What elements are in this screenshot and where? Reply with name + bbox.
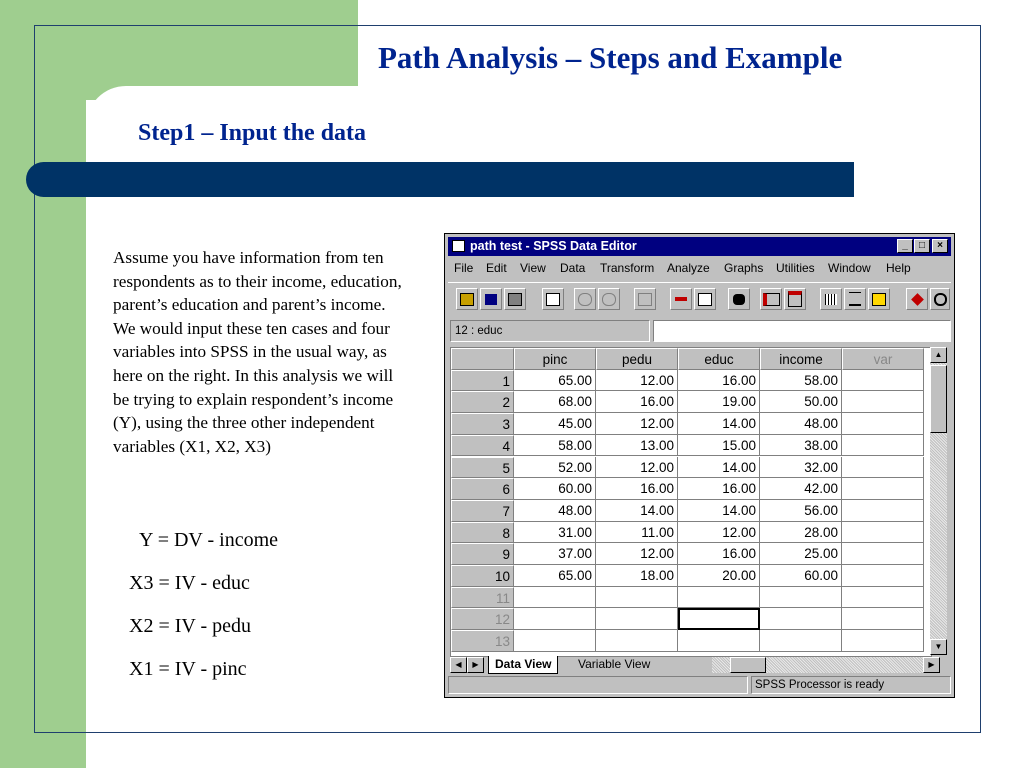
equation-x2: X2 = IV - pedu bbox=[129, 615, 252, 637]
data-cell[interactable] bbox=[678, 587, 760, 609]
table-row bbox=[451, 587, 924, 609]
data-cell[interactable] bbox=[514, 608, 596, 630]
toolbar bbox=[448, 282, 951, 313]
menu-utilities[interactable]: Utilities bbox=[776, 261, 815, 275]
save-icon[interactable] bbox=[480, 288, 502, 310]
value-labels-icon[interactable] bbox=[906, 288, 928, 310]
data-cell[interactable]: 12.00 bbox=[596, 457, 678, 479]
data-cell[interactable]: 65.00 bbox=[514, 370, 596, 392]
header-corner[interactable] bbox=[451, 348, 514, 370]
minimize-button[interactable]: _ bbox=[897, 239, 913, 253]
table-row bbox=[451, 608, 924, 630]
status-bar bbox=[448, 676, 951, 695]
goto-case-icon[interactable] bbox=[670, 288, 692, 310]
data-cell[interactable] bbox=[842, 370, 924, 392]
data-cell[interactable]: 12.00 bbox=[596, 370, 678, 392]
data-cell[interactable]: 14.00 bbox=[678, 457, 760, 479]
column-header-income[interactable]: income bbox=[760, 348, 842, 370]
menu-bar bbox=[448, 258, 951, 278]
table-row bbox=[451, 500, 924, 522]
data-cell[interactable]: 58.00 bbox=[514, 435, 596, 457]
table-row bbox=[451, 391, 924, 413]
equation-y: Y = DV - income bbox=[139, 529, 279, 551]
data-cell[interactable]: 37.00 bbox=[514, 543, 596, 565]
data-cell[interactable]: 19.00 bbox=[678, 391, 760, 413]
variables-icon[interactable] bbox=[694, 288, 716, 310]
data-cell[interactable]: 52.00 bbox=[514, 457, 596, 479]
app-icon bbox=[452, 240, 465, 252]
row-number[interactable]: 11 bbox=[451, 587, 514, 609]
data-cell[interactable]: 58.00 bbox=[760, 370, 842, 392]
data-cell[interactable]: 42.00 bbox=[760, 478, 842, 500]
data-cell[interactable]: 20.00 bbox=[678, 565, 760, 587]
status-processor: SPSS Processor is ready bbox=[751, 676, 951, 694]
data-cell[interactable] bbox=[596, 608, 678, 630]
header-row bbox=[451, 348, 924, 370]
data-cell[interactable] bbox=[760, 630, 842, 652]
data-cell[interactable]: 60.00 bbox=[514, 478, 596, 500]
scroll-down-arrow-icon[interactable]: ▼ bbox=[930, 639, 947, 655]
column-header-pinc[interactable]: pinc bbox=[514, 348, 596, 370]
data-cell[interactable]: 16.00 bbox=[678, 478, 760, 500]
data-cell[interactable]: 16.00 bbox=[596, 478, 678, 500]
data-cell[interactable]: 12.00 bbox=[596, 413, 678, 435]
menu-graphs[interactable]: Graphs bbox=[724, 261, 764, 275]
data-cell[interactable]: 16.00 bbox=[678, 543, 760, 565]
column-header-pedu[interactable]: pedu bbox=[596, 348, 678, 370]
vertical-scrollbar[interactable] bbox=[930, 347, 947, 655]
tab-data-view[interactable]: Data View bbox=[488, 656, 558, 674]
data-cell[interactable] bbox=[842, 500, 924, 522]
data-cell[interactable] bbox=[842, 457, 924, 479]
cell-reference-box[interactable]: 12 : educ bbox=[450, 320, 650, 342]
row-number[interactable]: 8 bbox=[451, 522, 514, 544]
data-cell[interactable]: 32.00 bbox=[760, 457, 842, 479]
data-cell[interactable]: 68.00 bbox=[514, 391, 596, 413]
data-cell[interactable]: 16.00 bbox=[596, 391, 678, 413]
data-cell[interactable] bbox=[760, 587, 842, 609]
table-row bbox=[451, 370, 924, 392]
data-cell[interactable] bbox=[842, 587, 924, 609]
data-cell[interactable]: 15.00 bbox=[678, 435, 760, 457]
row-number[interactable]: 9 bbox=[451, 543, 514, 565]
data-cell[interactable]: 60.00 bbox=[760, 565, 842, 587]
data-cell[interactable] bbox=[842, 478, 924, 500]
data-cell[interactable]: 14.00 bbox=[596, 500, 678, 522]
row-number[interactable]: 7 bbox=[451, 500, 514, 522]
menu-view[interactable]: View bbox=[520, 261, 546, 275]
row-number[interactable]: 1 bbox=[451, 370, 514, 392]
menu-file[interactable]: File bbox=[454, 261, 474, 275]
split-file-icon[interactable] bbox=[820, 288, 842, 310]
table-row bbox=[451, 630, 924, 652]
data-cell[interactable]: 48.00 bbox=[514, 500, 596, 522]
close-button[interactable]: × bbox=[932, 239, 948, 253]
data-cell[interactable]: 56.00 bbox=[760, 500, 842, 522]
row-number[interactable]: 12 bbox=[451, 608, 514, 630]
data-cell[interactable] bbox=[842, 522, 924, 544]
menu-data[interactable]: Data bbox=[560, 261, 586, 275]
data-cell[interactable] bbox=[760, 608, 842, 630]
data-cell[interactable] bbox=[596, 630, 678, 652]
data-cell[interactable] bbox=[842, 565, 924, 587]
data-cell[interactable]: 13.00 bbox=[596, 435, 678, 457]
data-cell[interactable]: 48.00 bbox=[760, 413, 842, 435]
slide-subtitle: Step1 – Input the data bbox=[138, 120, 367, 146]
data-cell[interactable] bbox=[842, 608, 924, 630]
active-data-cell[interactable] bbox=[678, 608, 760, 630]
row-number[interactable]: 10 bbox=[451, 565, 514, 587]
data-cell[interactable]: 12.00 bbox=[678, 522, 760, 544]
data-cell[interactable] bbox=[842, 413, 924, 435]
table-row bbox=[451, 478, 924, 500]
menu-analyze[interactable]: Analyze bbox=[667, 261, 710, 275]
data-cell[interactable]: 12.00 bbox=[596, 543, 678, 565]
slide-body-text: Assume you have information from ten respondents as to their income, education, parent’s education and parent’s income. We would input these ten cases and four variables into SPSS in the usual way, as here on the right. In this analysis we will be trying to explain respondent’s income (Y), using the three other independent variables (X1, X2, X3) bbox=[113, 248, 402, 456]
row-number[interactable]: 3 bbox=[451, 413, 514, 435]
row-number[interactable]: 4 bbox=[451, 435, 514, 457]
data-cell[interactable] bbox=[842, 391, 924, 413]
data-cell[interactable]: 14.00 bbox=[678, 500, 760, 522]
data-cell[interactable]: 14.00 bbox=[678, 413, 760, 435]
row-number[interactable]: 2 bbox=[451, 391, 514, 413]
data-cell[interactable] bbox=[842, 435, 924, 457]
insert-variable-icon[interactable] bbox=[784, 288, 806, 310]
slide-title: Path Analysis – Steps and Example bbox=[378, 40, 843, 75]
scroll-up-arrow-icon[interactable]: ▲ bbox=[930, 347, 947, 363]
select-cases-icon[interactable] bbox=[868, 288, 890, 310]
data-grid bbox=[450, 347, 932, 657]
cell-value-editor[interactable] bbox=[653, 320, 951, 342]
vertical-scroll-thumb[interactable] bbox=[930, 365, 947, 433]
data-cell[interactable] bbox=[514, 587, 596, 609]
find-icon[interactable] bbox=[728, 288, 750, 310]
menu-edit[interactable]: Edit bbox=[486, 261, 507, 275]
data-cell[interactable]: 31.00 bbox=[514, 522, 596, 544]
table-row bbox=[451, 565, 924, 587]
dialog-recall-icon[interactable] bbox=[542, 288, 564, 310]
window-title: path test - SPSS Data Editor bbox=[470, 239, 637, 253]
equation-x1: X1 = IV - pinc bbox=[129, 658, 247, 680]
data-cell[interactable]: 25.00 bbox=[760, 543, 842, 565]
weight-cases-icon[interactable] bbox=[844, 288, 866, 310]
print-icon[interactable] bbox=[504, 288, 526, 310]
data-cell[interactable] bbox=[842, 630, 924, 652]
row-number[interactable]: 13 bbox=[451, 630, 514, 652]
data-cell[interactable]: 11.00 bbox=[596, 522, 678, 544]
status-main-pane bbox=[448, 676, 748, 694]
menu-transform[interactable]: Transform bbox=[600, 261, 655, 275]
data-cell[interactable]: 16.00 bbox=[678, 370, 760, 392]
column-header-educ[interactable]: educ bbox=[678, 348, 760, 370]
tab-scroll-right-icon[interactable]: ▶ bbox=[467, 657, 484, 673]
spss-data-editor-window bbox=[444, 233, 955, 698]
row-number[interactable]: 6 bbox=[451, 478, 514, 500]
use-sets-icon[interactable] bbox=[930, 288, 950, 310]
table-row bbox=[451, 522, 924, 544]
data-cell[interactable]: 38.00 bbox=[760, 435, 842, 457]
redo-icon[interactable] bbox=[598, 288, 620, 310]
data-cell[interactable]: 45.00 bbox=[514, 413, 596, 435]
data-cell[interactable]: 28.00 bbox=[760, 522, 842, 544]
data-cell[interactable] bbox=[842, 543, 924, 565]
table-row bbox=[451, 457, 924, 479]
undo-icon[interactable] bbox=[574, 288, 596, 310]
table-row bbox=[451, 435, 924, 457]
column-header-var[interactable]: var bbox=[842, 348, 924, 370]
table-row bbox=[451, 413, 924, 435]
tab-variable-view[interactable]: Variable View bbox=[578, 657, 651, 671]
tab-scroll-left-icon[interactable]: ◀ bbox=[450, 657, 467, 673]
equation-x3: X3 = IV - educ bbox=[129, 572, 250, 594]
data-cell[interactable] bbox=[596, 587, 678, 609]
menu-help[interactable]: Help bbox=[886, 261, 911, 275]
data-cell[interactable]: 18.00 bbox=[596, 565, 678, 587]
data-cell[interactable] bbox=[514, 630, 596, 652]
open-icon[interactable] bbox=[456, 288, 478, 310]
menu-window[interactable]: Window bbox=[828, 261, 871, 275]
window-titlebar[interactable] bbox=[448, 237, 951, 256]
data-cell[interactable] bbox=[678, 630, 760, 652]
decorative-navy-bar bbox=[26, 162, 854, 197]
row-number[interactable]: 5 bbox=[451, 457, 514, 479]
insert-case-icon[interactable] bbox=[760, 288, 782, 310]
goto-chart-icon[interactable] bbox=[634, 288, 656, 310]
table-row bbox=[451, 543, 924, 565]
maximize-button[interactable]: □ bbox=[914, 239, 930, 253]
horizontal-scroll-thumb[interactable] bbox=[730, 657, 766, 673]
hscroll-right-arrow-icon[interactable]: ▶ bbox=[923, 657, 940, 673]
data-cell[interactable]: 65.00 bbox=[514, 565, 596, 587]
data-cell[interactable]: 50.00 bbox=[760, 391, 842, 413]
view-tab-bar bbox=[450, 656, 947, 674]
